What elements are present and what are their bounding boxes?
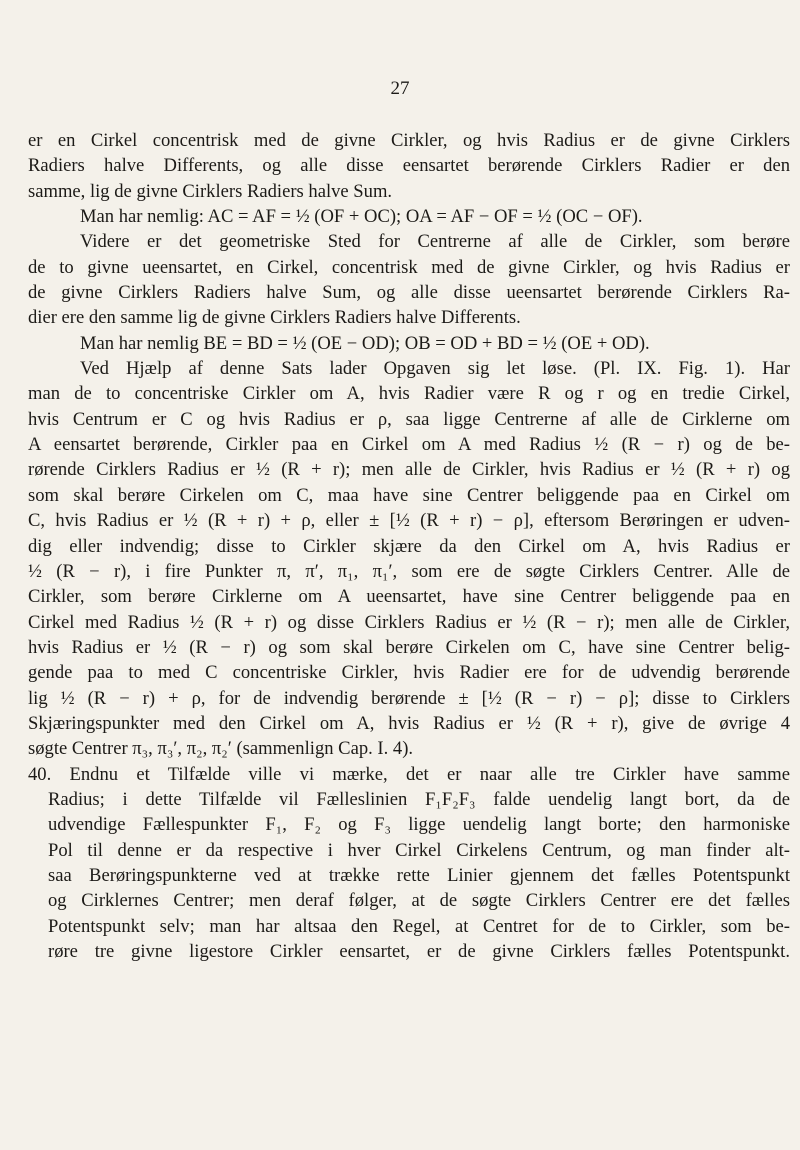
text-line: Ved Hjælp af denne Sats lader Opgaven sig let løse. (Pl. IX. Fig. 1). Har — [80, 358, 790, 380]
text-line: A eensartet berørende, Cirkler paa en Cirkel om A med Radius ½ (R − r) og de be- — [28, 434, 790, 456]
text-line: saa Berøringspunkterne ved at trække rette Linier gjennem det fælles Potentspunkt — [48, 864, 790, 886]
page-number: 27 — [390, 78, 410, 99]
text-line: er en Cirkel concentrisk med de givne Cirkler, og hvis Radius er de givne Cirklers — [28, 130, 790, 151]
text-line: hvis Centrum er C og hvis Radius er ρ, saa ligge Centrerne af alle de Cirklerne om — [28, 408, 790, 430]
text-line: 40. Endnu et Tilfælde ville vi mærke, det er naar alle tre Cirkler have samme — [28, 763, 790, 785]
text-line: man de to concentriske Cirkler om A, hvis Radier være R og r og en tredie Cirkel, — [28, 383, 790, 405]
text-line: rørende Cirklers Radius er ½ (R + r); men alle de Cirkler, hvis Radius er ½ (R + r) og — [28, 459, 790, 481]
text-line: Cirkel med Radius ½ (R + r) og disse Cirklers Radius er ½ (R − r); men alle de Cirkler, — [28, 611, 790, 633]
body-text — [28, 128, 790, 964]
text-line: udvendige Fællespunkter F₁, F₂ og F₃ ligge uendelig langt borte; den harmoniske — [48, 814, 790, 836]
text-line: søgte Centrer π₃, π₃′, π₂, π₂′ (sammenlign Cap. I. 4). — [28, 738, 414, 760]
text-line: Skjæringspunkter med den Cirkel om A, hvis Radius er ½ (R + r), give de øvrige 4 — [28, 712, 790, 734]
text-line: dig eller indvendig; disse to Cirkler skjære da den Cirkel om A, hvis Radius er — [28, 535, 790, 557]
text-line: samme, lig de givne Cirklers Radiers halve Sum. — [28, 180, 393, 202]
text-line: Man har nemlig: AC = AF = ½ (OF + OC); OA = AF − OF = ½ (OC − OF). — [80, 206, 643, 228]
text-line: de givne Cirklers Radiers halve Sum, og alle disse ueensartet berørende Cirklers Ra- — [28, 282, 790, 304]
text-line: som skal berøre Cirkelen om C, maa have sine Centrer beliggende paa en Cirkel om — [28, 484, 790, 506]
text-line: gende paa to med C concentriske Cirkler, hvis Radier ere for de udvendig berørende — [28, 662, 790, 684]
text-line: ½ (R − r), i fire Punkter π, π′, π₁, π₁′, som ere de søgte Cirklers Centrer. Alle de — [28, 560, 790, 582]
text-line: hvis Radius er ½ (R − r) og som skal berøre Cirkelen om C, have sine Centrer belig- — [28, 636, 790, 658]
text-line: Man har nemlig BE = BD = ½ (OE − OD); OB = OD + BD = ½ (OE + OD). — [80, 332, 650, 354]
text-line: Radius; i dette Tilfælde vil Fælleslinien F₁F₂F₃ falde uendelig langt bort, da de — [48, 788, 790, 810]
text-line: C, hvis Radius er ½ (R + r) + ρ, eller ± [½ (R + r) − ρ], eftersom Berøringen er udven- — [28, 510, 790, 532]
text-line: de to givne ueensartet, en Cirkel, concentrisk med de givne Cirkler, og hvis Radius er — [28, 256, 790, 278]
text-line: dier ere den samme lig de givne Cirklers Radiers halve Differents. — [28, 307, 521, 329]
text-line: lig ½ (R − r) + ρ, for de indvendig berørende ± [½ (R − r) − ρ]; disse to Cirklers — [28, 687, 790, 709]
text-line: Pol til denne er da respective i hver Cirkel Cirkelens Centrum, og man finder alt- — [48, 839, 790, 861]
text-line: Radiers halve Differents, og alle disse eensartet berørende Cirklers Radier er den — [28, 155, 790, 177]
text-line: og Cirklernes Centrer; men deraf følger, at de søgte Cirklers Centrer ere det fælles — [48, 890, 790, 912]
text-line: Cirkler, som berøre Cirklerne om A ueensartet, have sine Centrer beliggende paa en — [28, 586, 790, 608]
text-line: Videre er det geometriske Sted for Centrerne af alle de Cirkler, som berøre — [80, 231, 790, 253]
text-line: Potentspunkt selv; man har altsaa den Regel, at Centret for de to Cirkler, som be- — [48, 915, 790, 937]
text-line: røre tre givne ligestore Cirkler eensartet, er de givne Cirklers fælles Potentspunkt. — [48, 941, 790, 962]
